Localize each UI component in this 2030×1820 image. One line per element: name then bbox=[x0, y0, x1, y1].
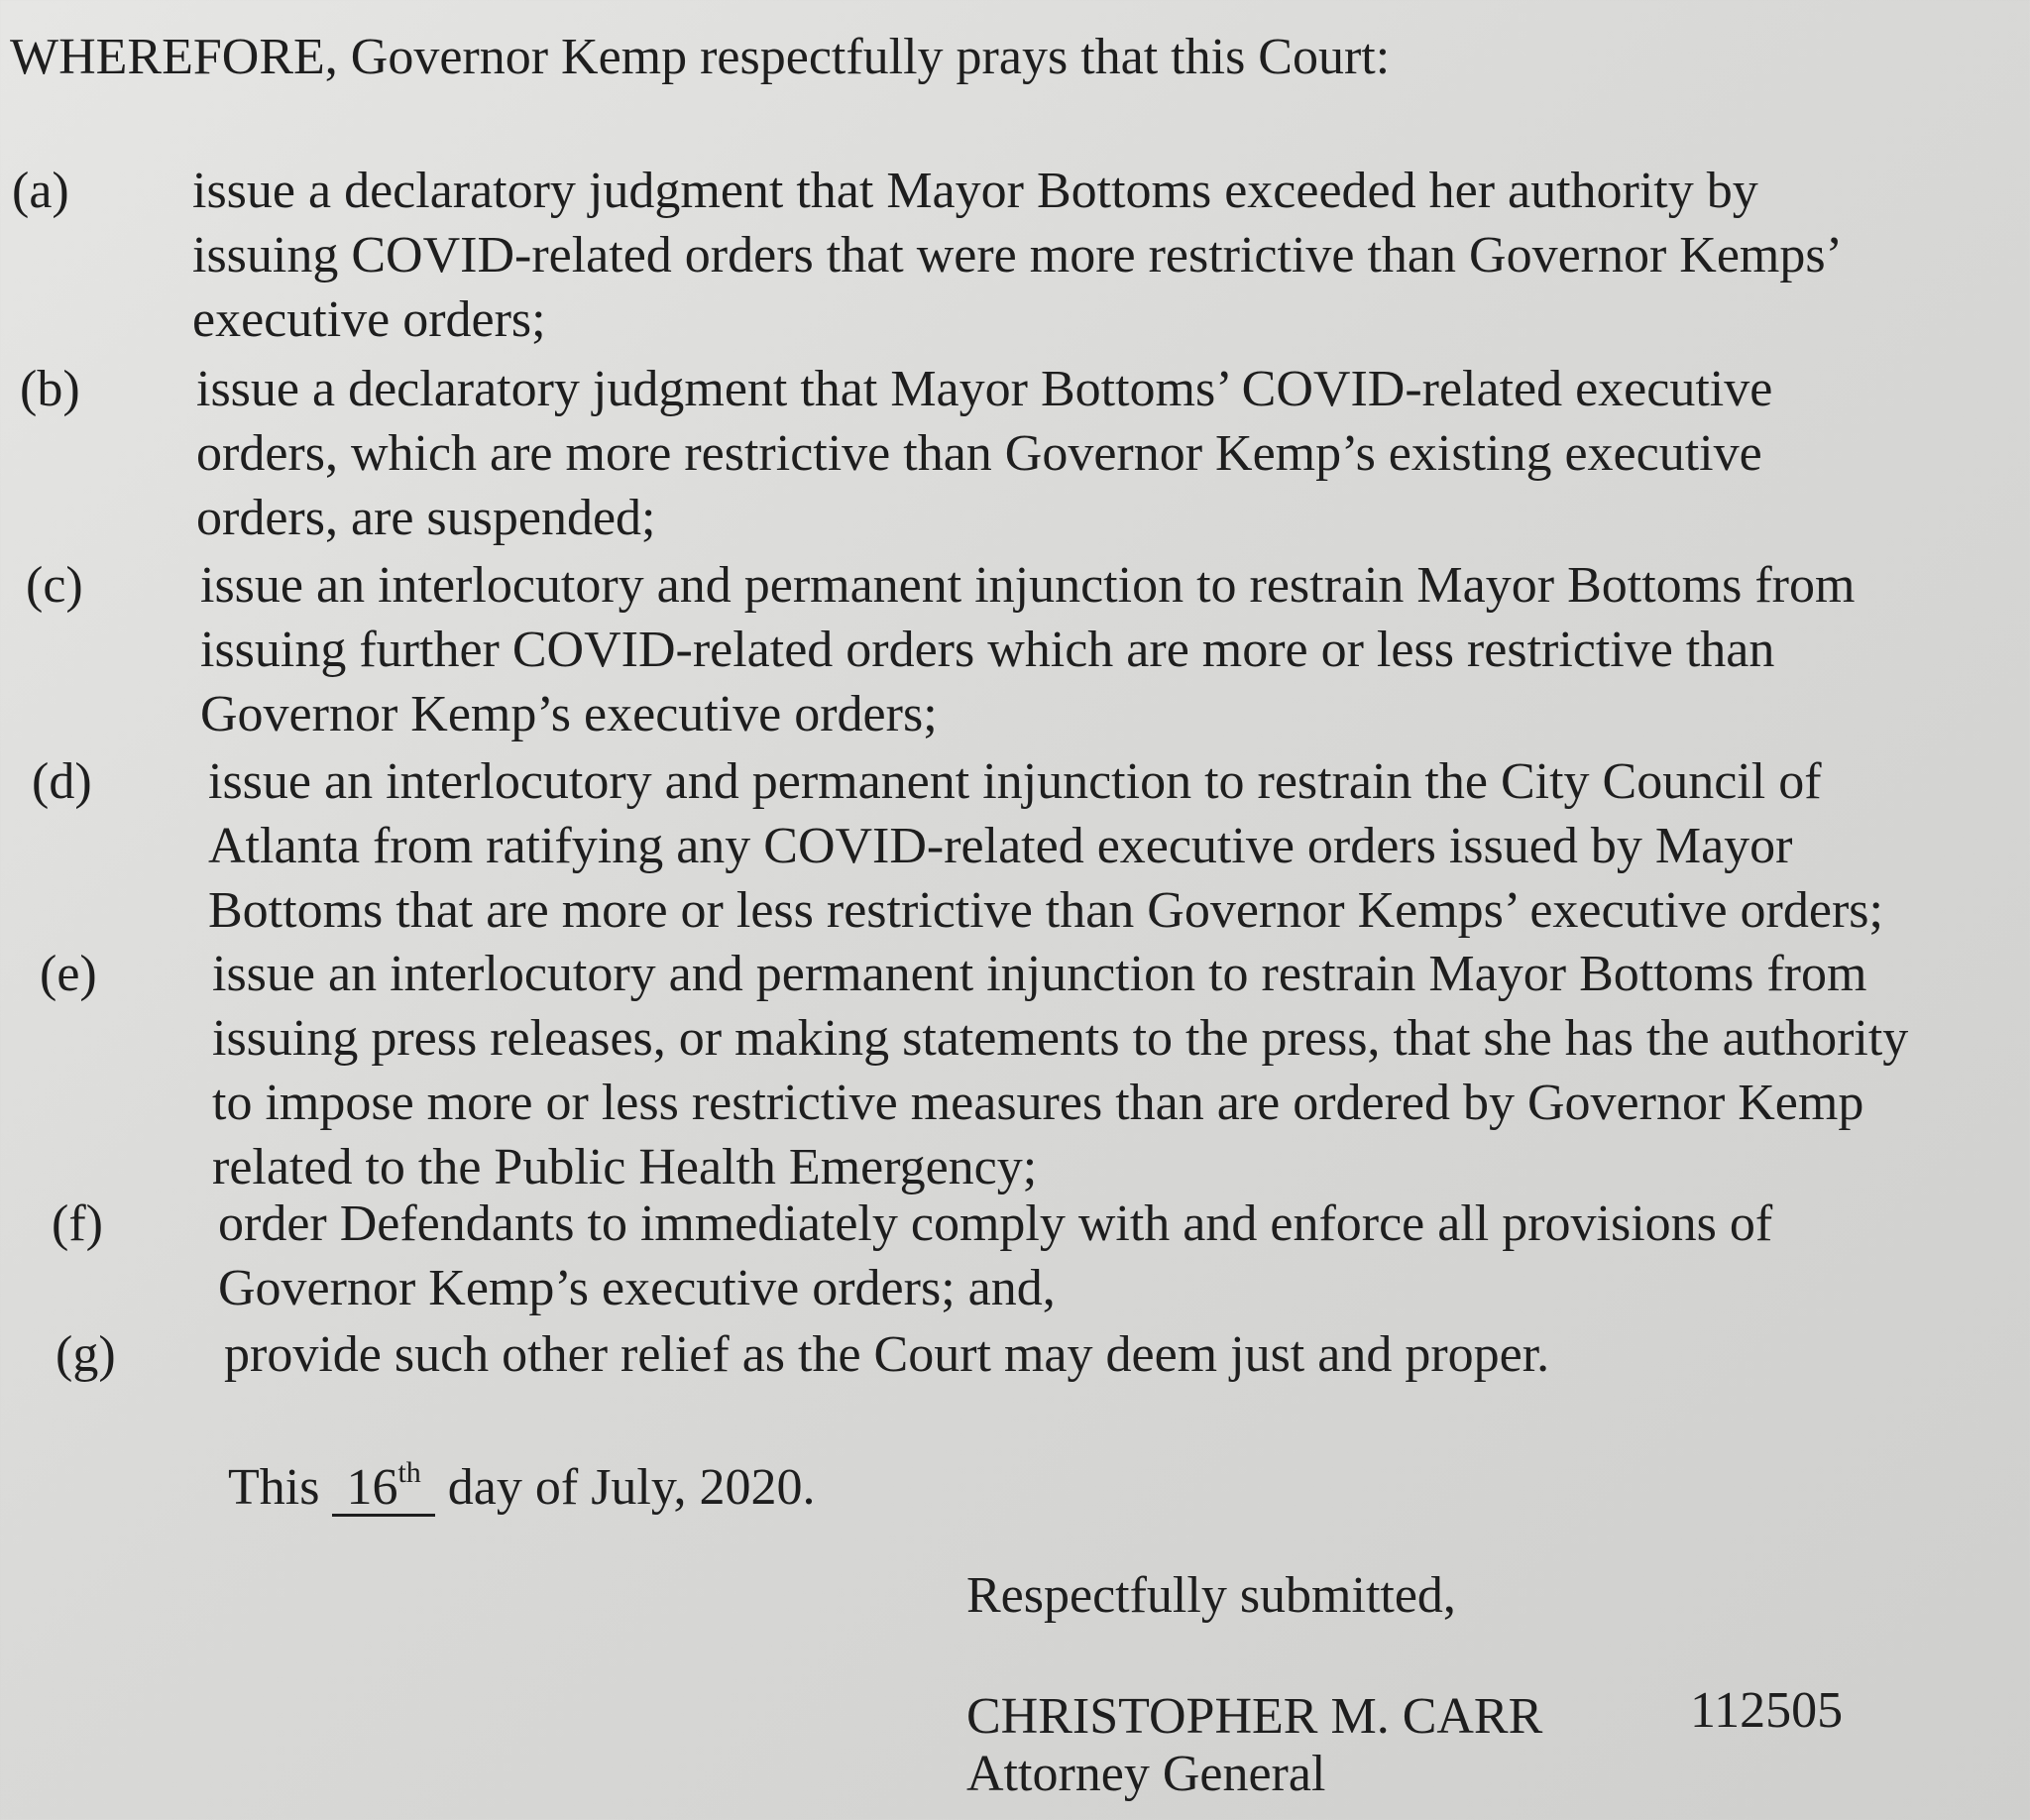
relief-item-text: issue an interlocutory and permanent injunction to restrain Mayor Bottoms from issuing further COVID-related orders which are more or less restrictive than Governor Kemp’s executive orders; bbox=[200, 557, 1856, 742]
date-blank bbox=[332, 1447, 434, 1517]
relief-item-letter: (f) bbox=[52, 1195, 103, 1252]
relief-item-text: order Defendants to immediately comply with and enforce all provisions of Governor Kemp’s executive orders; and, bbox=[218, 1195, 1773, 1316]
relief-item-text: provide such other relief as the Court may deem just and proper. bbox=[224, 1326, 1550, 1383]
date-day: 16 bbox=[346, 1459, 398, 1516]
date-day-suffix: th bbox=[397, 1456, 421, 1489]
bar-number: 112505 bbox=[1690, 1682, 1844, 1739]
date-line bbox=[228, 1447, 816, 1520]
relief-item-letter: (g) bbox=[56, 1326, 116, 1383]
relief-item-letter: (c) bbox=[26, 557, 83, 614]
closing-line: Respectfully submitted, bbox=[966, 1567, 1456, 1624]
signer-name: CHRISTOPHER M. CARR bbox=[966, 1688, 1543, 1745]
date-prefix: This bbox=[228, 1459, 320, 1516]
date-suffix: day of July, 2020. bbox=[447, 1459, 816, 1516]
relief-item-letter: (e) bbox=[40, 946, 97, 1002]
relief-item-text: issue a declaratory judgment that Mayor Bottoms’ COVID-related executive orders, which are more restrictive than Governor Kemp’s existing executive orders, are suspended; bbox=[196, 361, 1773, 546]
signer-title: Attorney General bbox=[966, 1746, 1326, 1802]
relief-item-text: issue a declaratory judgment that Mayor Bottoms exceeded her authority by issuing COVID-related orders that were more restrictive than Governor Kemps’ executive orders; bbox=[192, 163, 1843, 348]
prayer-intro: WHEREFORE, Governor Kemp respectfully prays that this Court: bbox=[10, 29, 1391, 85]
relief-item-text: issue an interlocutory and permanent injunction to restrain Mayor Bottoms from issuing press releases, or making statements to the press, that she has the authority to impose more or less restrictive measures than are ordered by Governor Kemp related to the Public Health Emergency; bbox=[212, 946, 1909, 1195]
relief-item-letter: (b) bbox=[20, 361, 80, 417]
relief-item-letter: (a) bbox=[12, 163, 69, 219]
relief-item-text: issue an interlocutory and permanent injunction to restrain the City Council of Atlanta from ratifying any COVID-related executive orders issued by Mayor Bottoms that are more or less restrictive than Governor Kemps’ executive orders; bbox=[208, 753, 1883, 939]
relief-item-letter: (d) bbox=[32, 753, 92, 810]
